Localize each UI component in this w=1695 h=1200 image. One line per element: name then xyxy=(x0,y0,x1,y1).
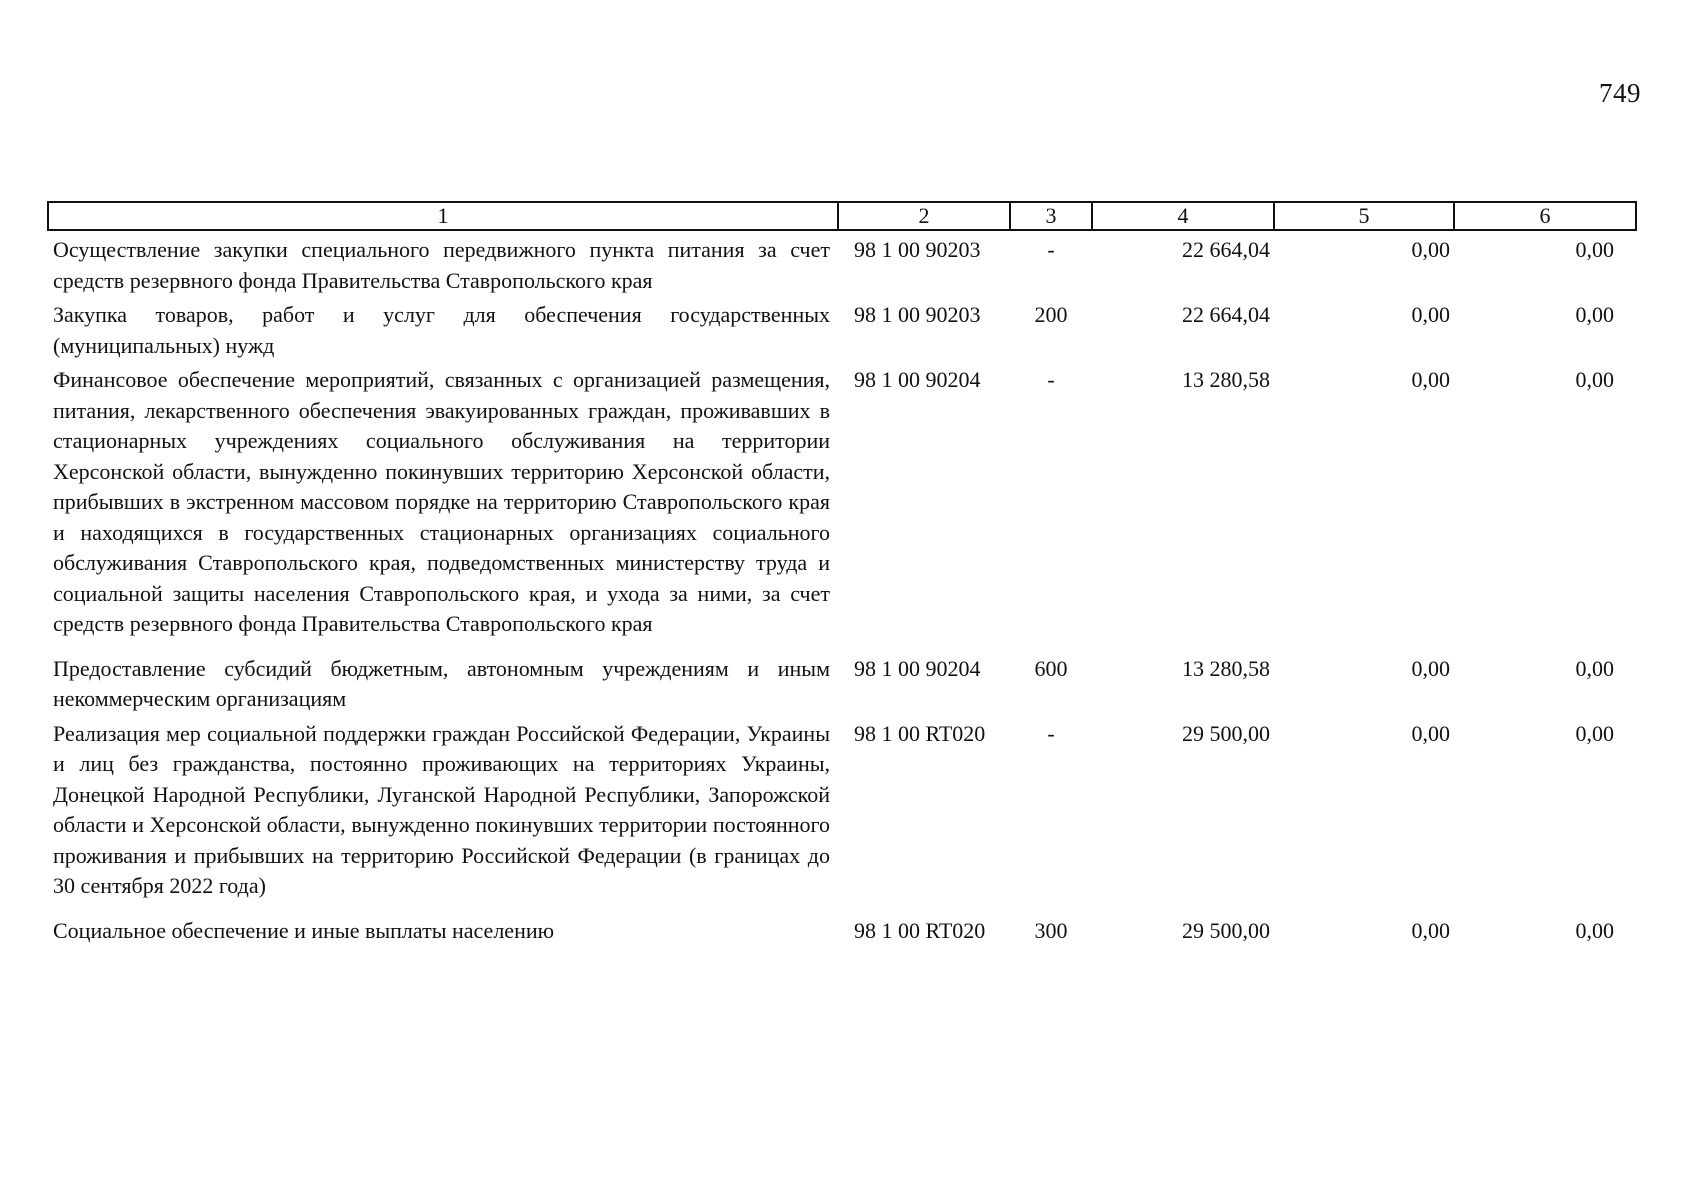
row-amount-6: 0,00 xyxy=(1575,917,1614,943)
table-row xyxy=(48,230,1636,296)
row-name: Финансовое обеспечение мероприятий, связанных с организацией размещения, питания, лекарственного обеспечения эвакуированных граждан, проживавших в стационарных учреждениях социального обслуживания на территории Херсонской области, вынужденно покинувших территорию Херсонской области, прибывших в экстренном массовом порядке на территорию Ставропольского края и находящихся в государственных стационарных организациях социального обслуживания Ставропольского края, подведомственных министерству труда и социальной защиты населения Ставропольского края, и ухода за ними, за счет средств резервного фонда Правительства Ставропольского края xyxy=(53,367,830,636)
row-name: Предоставление субсидий бюджетным, автономным учреждениям и иным некоммерческим организациям xyxy=(53,655,830,711)
row-name: Реализация мер социальной поддержки граждан Российской Федерации, Украины и лиц без гражданства, постоянно проживающих на территориях Украины, Донецкой Народной Республики, Луганской Народной Республики, Запорожской области и Херсонской области, вынужденно покинувших территории постоянного проживания и прибывших на территорию Российской Федерации (в границах до 30 сентября 2022 года) xyxy=(53,720,830,898)
column-header-5: 5 xyxy=(1274,202,1454,230)
row-name: Осуществление закупки специального передвижного пункта питания за счет средств резервного фонда Правительства Ставропольского края xyxy=(53,237,830,293)
column-header-6: 6 xyxy=(1454,202,1636,230)
row-amount-6: 0,00 xyxy=(1575,655,1614,681)
table-header-row xyxy=(48,202,1636,230)
row-amount-5: 0,00 xyxy=(1411,917,1450,943)
table-row xyxy=(48,296,1636,361)
row-kind: - xyxy=(1047,237,1055,262)
row-amount-5: 0,00 xyxy=(1411,302,1450,327)
row-amount-4: 13 280,58 xyxy=(1182,367,1270,392)
row-kind: 200 xyxy=(1034,302,1068,327)
table-row xyxy=(48,715,1636,902)
row-amount-4: 22 664,04 xyxy=(1182,237,1270,262)
row-amount-4: 29 500,00 xyxy=(1182,720,1270,746)
column-header-2: 2 xyxy=(838,202,1010,230)
table-row xyxy=(48,902,1636,947)
row-amount-5: 0,00 xyxy=(1411,655,1450,681)
row-name: Социальное обеспечение и иные выплаты населению xyxy=(53,917,555,943)
row-amount-6: 0,00 xyxy=(1575,367,1614,392)
row-amount-4: 29 500,00 xyxy=(1182,917,1270,943)
row-amount-6: 0,00 xyxy=(1575,237,1614,262)
row-amount-6: 0,00 xyxy=(1575,720,1614,746)
row-amount-5: 0,00 xyxy=(1411,237,1450,262)
column-header-3: 3 xyxy=(1010,202,1092,230)
table-row xyxy=(48,640,1636,715)
row-amount-5: 0,00 xyxy=(1411,367,1450,392)
row-amount-4: 22 664,04 xyxy=(1182,302,1270,327)
column-header-4: 4 xyxy=(1092,202,1274,230)
row-kind: - xyxy=(1047,720,1055,746)
row-code: 98 1 00 90204 xyxy=(854,655,981,681)
column-header-1: 1 xyxy=(48,202,838,230)
budget-table xyxy=(47,201,1637,946)
row-code: 98 1 00 90203 xyxy=(854,302,981,327)
table-row xyxy=(48,361,1636,640)
row-amount-4: 13 280,58 xyxy=(1182,655,1270,681)
page-number: 749 xyxy=(1599,78,1641,108)
row-code: 98 1 00 90203 xyxy=(854,237,981,262)
row-amount-5: 0,00 xyxy=(1411,720,1450,746)
row-kind: 300 xyxy=(1034,917,1068,943)
row-kind: 600 xyxy=(1034,655,1068,681)
row-name: Закупка товаров, работ и услуг для обеспечения государственных (муниципальных) нужд xyxy=(53,302,830,358)
row-amount-6: 0,00 xyxy=(1575,302,1614,327)
row-kind: - xyxy=(1047,367,1055,392)
row-code: 98 1 00 90204 xyxy=(854,367,981,392)
row-code: 98 1 00 RT020 xyxy=(854,720,986,746)
row-code: 98 1 00 RT020 xyxy=(854,917,986,943)
